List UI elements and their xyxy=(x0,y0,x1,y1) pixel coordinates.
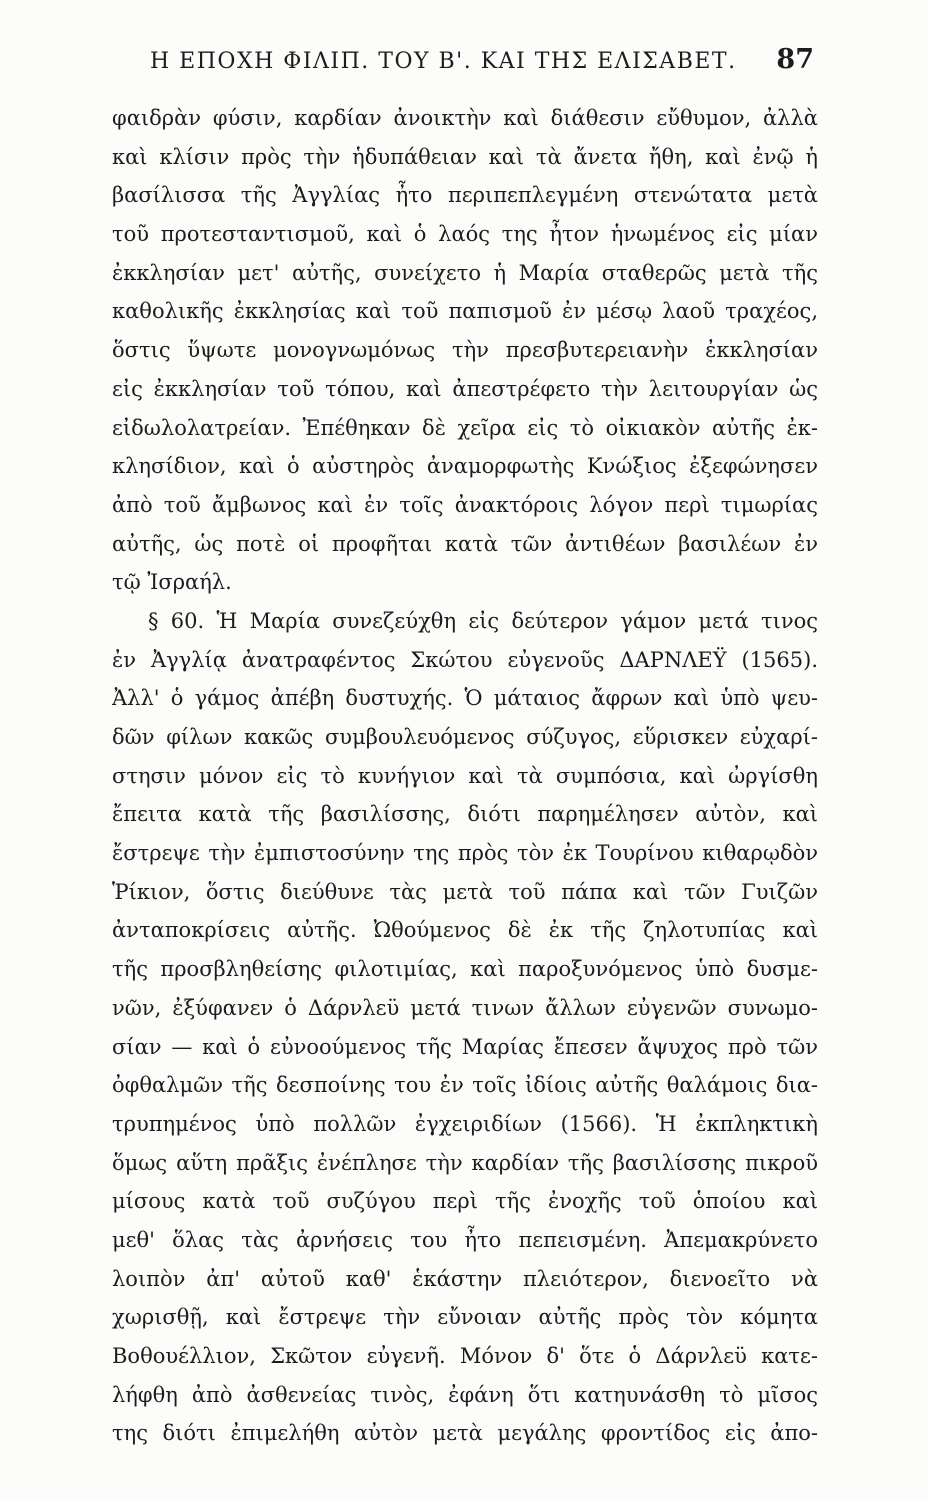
text-line: τῷ Ἰσραήλ. xyxy=(112,570,232,595)
text-line: νῶν, ἐξύφανεν ὁ Δάρνλεϋ μετά τινων ἄλλων εὐγενῶν συνωμο- xyxy=(112,995,818,1020)
text-line: καθολικῆς ἐκκλησίας καὶ τοῦ παπισμοῦ ἐν μέσῳ λαοῦ τραχέος, xyxy=(112,299,818,324)
text-line: Ἀλλ' ὁ γάμος ἀπέβη δυστυχής. Ὁ μάταιος ἄφρων καὶ ὑπὸ ψευ- xyxy=(112,686,818,711)
page-number: 87 xyxy=(776,44,814,75)
body-text xyxy=(112,99,818,1453)
text-line: ἔπειτα κατὰ τῆς βασιλίσσης, διότι παρημέλησεν αὐτὸν, καὶ xyxy=(112,802,818,827)
text-line: ὀφθαλμῶν τῆς δεσποίνης του ἐν τοῖς ἰδίοις αὐτῆς θαλάμοις δια- xyxy=(112,1073,818,1098)
text-line: ἐκκλησίαν μετ' αὐτῆς, συνείχετο ἡ Μαρία σταθερῶς μετὰ τῆς xyxy=(112,260,818,285)
text-line: μεθ' ὅλας τὰς ἀρνήσεις του ἦτο πεπεισμένη. Ἀπεμακρύνετο xyxy=(112,1227,818,1252)
text-line: ἀνταποκρίσεις αὐτῆς. Ὠθούμενος δὲ ἐκ τῆς ζηλοτυπίας καὶ xyxy=(112,918,818,943)
text-line: εἰς ἐκκλησίαν τοῦ τόπου, καὶ ἀπεστρέφετο τὴν λειτουργίαν ὡς xyxy=(112,376,818,401)
text-line: ἔστρεψε τὴν ἐμπιστοσύνην της πρὸς τὸν ἐκ Τουρίνου κιθαρῳδὸν xyxy=(112,841,818,866)
text-line: μίσους κατὰ τοῦ συζύγου περὶ τῆς ἐνοχῆς τοῦ ὁποίου καὶ xyxy=(112,1189,818,1214)
text-line: κλησίδιον, καὶ ὁ αὐστηρὸς ἀναμορφωτὴς Κνώξιος ἐξεφώνησεν xyxy=(112,454,818,479)
text-line: της διότι ἐπιμελήθη αὐτὸν μετὰ μεγάλης φροντίδος εἰς ἀπο- xyxy=(112,1421,818,1446)
text-line: στησιν μόνον εἰς τὸ κυνήγιον καὶ τὰ συμπόσια, καὶ ὠργίσθη xyxy=(112,763,818,788)
text-line: καὶ κλίσιν πρὸς τὴν ἡδυπάθειαν καὶ τὰ ἄνετα ἤθη, καὶ ἐνῷ ἡ xyxy=(112,144,818,169)
text-line: τῆς προσβληθείσης φιλοτιμίας, καὶ παροξυνόμενος ὑπὸ δυσμε- xyxy=(112,957,818,982)
text-line: φαιδρὰν φύσιν, καρδίαν ἀνοικτὴν καὶ διάθεσιν εὔθυμον, ἀλλὰ xyxy=(112,106,818,130)
text-line: αὐτῆς, ὡς ποτὲ οἱ προφῆται κατὰ τῶν ἀντιθέων βασιλέων ἐν xyxy=(112,531,818,556)
text-line: ὅστις ὕψωτε μονογνωμόνως τὴν πρεσβυτερειανὴν ἐκκλησίαν xyxy=(112,338,818,363)
text-line: σίαν — καὶ ὁ εὐνοούμενος τῆς Μαρίας ἔπεσεν ἄψυχος πρὸ τῶν xyxy=(112,1034,818,1059)
running-head: Η ΕΠΟΧΗ ΦΙΛΙΠ. ΤΟΥ Β'. ΚΑΙ ΤΗΣ ΕΛΙΣΑΒΕΤ. xyxy=(150,49,737,74)
text-line: λοιπὸν ἀπ' αὐτοῦ καθ' ἑκάστην πλειότερον, διενοεῖτο νὰ xyxy=(112,1266,818,1291)
text-line: χωρισθῇ, καὶ ἔστρεψε τὴν εὔνοιαν αὐτῆς πρὸς τὸν κόμητα xyxy=(112,1305,818,1330)
text-line: Βοθουέλλιον, Σκῶτον εὐγενῆ. Μόνον δ' ὅτε ὁ Δάρνλεϋ κατε- xyxy=(112,1344,818,1368)
text-line: δῶν φίλων κακῶς συμβουλευόμενος σύζυγος, εὕρισκεν εὐχαρί- xyxy=(112,725,818,749)
text-line: ὅμως αὕτη πρᾶξις ἐνέπλησε τὴν καρδίαν τῆς βασιλίσσης πικροῦ xyxy=(112,1150,818,1175)
section-start-line: § 60. Ἡ Μαρία συνεζεύχθη εἰς δεύτερον γάμον μετά τινος xyxy=(148,608,818,633)
text-line: λήφθη ἀπὸ ἀσθενείας τινὸς, ἐφάνη ὅτι κατηυνάσθη τὸ μῖσος xyxy=(112,1382,818,1407)
text-line: βασίλισσα τῆς Ἀγγλίας ἦτο περιπεπλεγμένη στενώτατα μετὰ xyxy=(112,183,818,208)
text-line: εἰδωλολατρείαν. Ἐπέθηκαν δὲ χεῖρα εἰς τὸ οἰκιακὸν αὐτῆς ἐκ- xyxy=(112,415,818,440)
text-line: ἐν Ἀγγλίᾳ ἀνατραφέντος Σκώτου εὐγενοῦς ΔΑΡΝΛΕΫ (1565). xyxy=(112,647,818,672)
page-header xyxy=(150,44,814,84)
text-line: ἀπὸ τοῦ ἄμβωνος καὶ ἐν τοῖς ἀνακτόροις λόγον περὶ τιμωρίας xyxy=(112,492,818,517)
text-line: τρυπημένος ὑπὸ πολλῶν ἐγχειριδίων (1566). Ἡ ἐκπληκτικὴ xyxy=(112,1111,818,1136)
text-line: Ῥίκιον, ὅστις διεύθυνε τὰς μετὰ τοῦ πάπα καὶ τῶν Γυιζῶν xyxy=(112,879,818,904)
text-line: τοῦ προτεσταντισμοῦ, καὶ ὁ λαός της ἦτον ἡνωμένος εἰς μίαν xyxy=(112,222,818,247)
